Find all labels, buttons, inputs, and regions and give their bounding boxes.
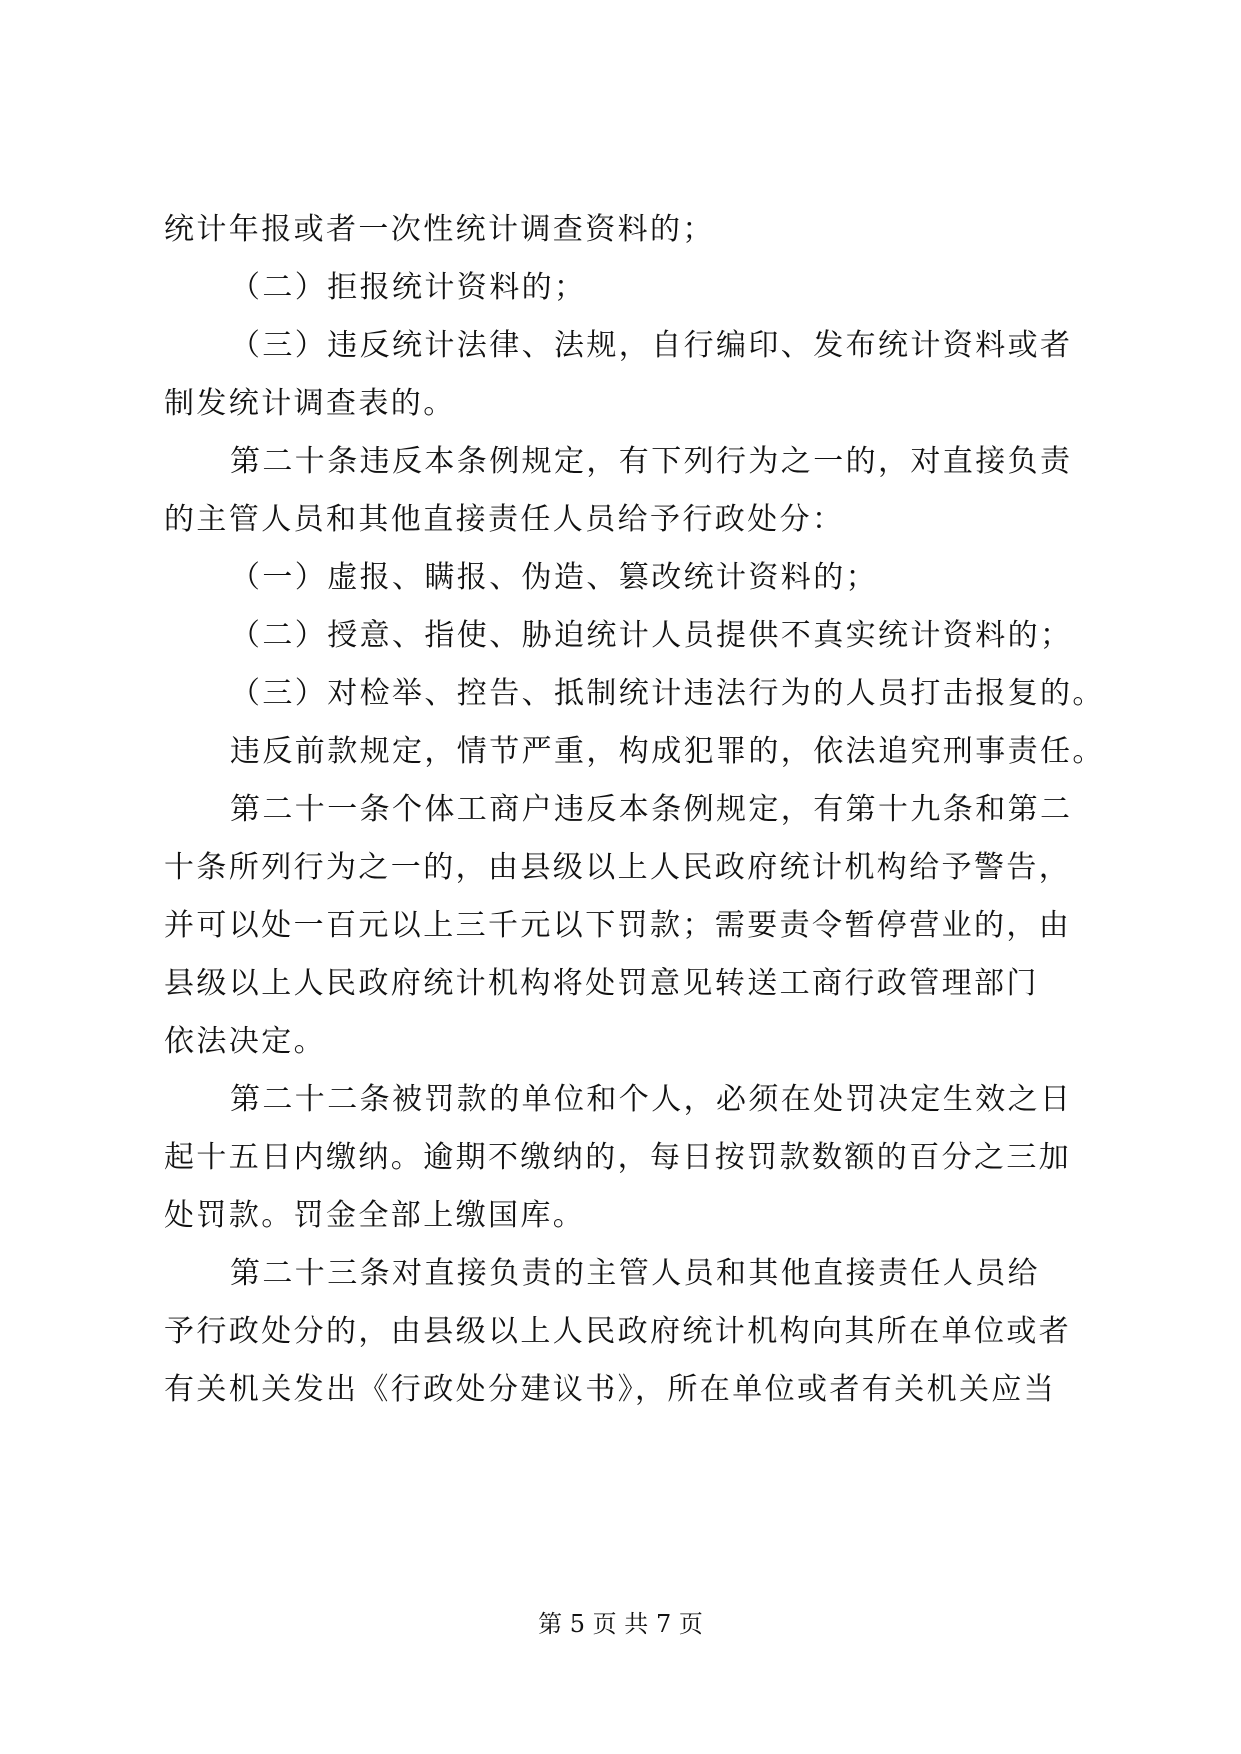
text-line: 第二十三条对直接负责的主管人员和其他直接责任人员给 [230, 1256, 1040, 1291]
text-line: 十条所列行为之一的，由县级以上人民政府统计机构给予警告， [164, 850, 1072, 885]
text-line: （二）拒报统计资料的； [230, 270, 587, 305]
text-line: 第二十一条个体工商户违反本条例规定，有第十九条和第二 [230, 792, 1073, 827]
text-line: （三）违反统计法律、法规，自行编印、发布统计资料或者 [230, 328, 1073, 363]
page-number-footer: 第 5 页 共 7 页 [538, 1610, 703, 1638]
text-line: （二）授意、指使、胁迫统计人员提供不真实统计资料的； [230, 618, 1073, 653]
text-line: 依法决定。 [164, 1024, 326, 1059]
text-line: 并可以处一百元以上三千元以下罚款；需要责令暂停营业的，由 [164, 908, 1072, 943]
text-line: （三）对检举、控告、抵制统计违法行为的人员打击报复的。 [230, 676, 1105, 711]
text-line: 违反前款规定，情节严重，构成犯罪的，依法追究刑事责任。 [230, 734, 1105, 769]
text-line: 第二十二条被罚款的单位和个人，必须在处罚决定生效之日 [230, 1082, 1073, 1117]
text-line: 第二十条违反本条例规定，有下列行为之一的，对直接负责 [230, 444, 1073, 479]
text-line: 统计年报或者一次性统计调查资料的； [164, 212, 715, 247]
text-line: 的主管人员和其他直接责任人员给予行政处分： [164, 502, 845, 537]
text-line: 有关机关发出《行政处分建议书》，所在单位或者有关机关应当 [164, 1372, 1057, 1407]
text-line: （一）虚报、瞒报、伪造、篡改统计资料的； [230, 560, 878, 595]
text-line: 处罚款。罚金全部上缴国库。 [164, 1198, 586, 1233]
text-line: 起十五日内缴纳。逾期不缴纳的，每日按罚款数额的百分之三加 [164, 1140, 1072, 1175]
text-line: 予行政处分的，由县级以上人民政府统计机构向其所在单位或者 [164, 1314, 1072, 1349]
text-line: 制发统计调查表的。 [164, 386, 456, 421]
text-line: 县级以上人民政府统计机构将处罚意见转送工商行政管理部门 [164, 966, 1039, 1001]
